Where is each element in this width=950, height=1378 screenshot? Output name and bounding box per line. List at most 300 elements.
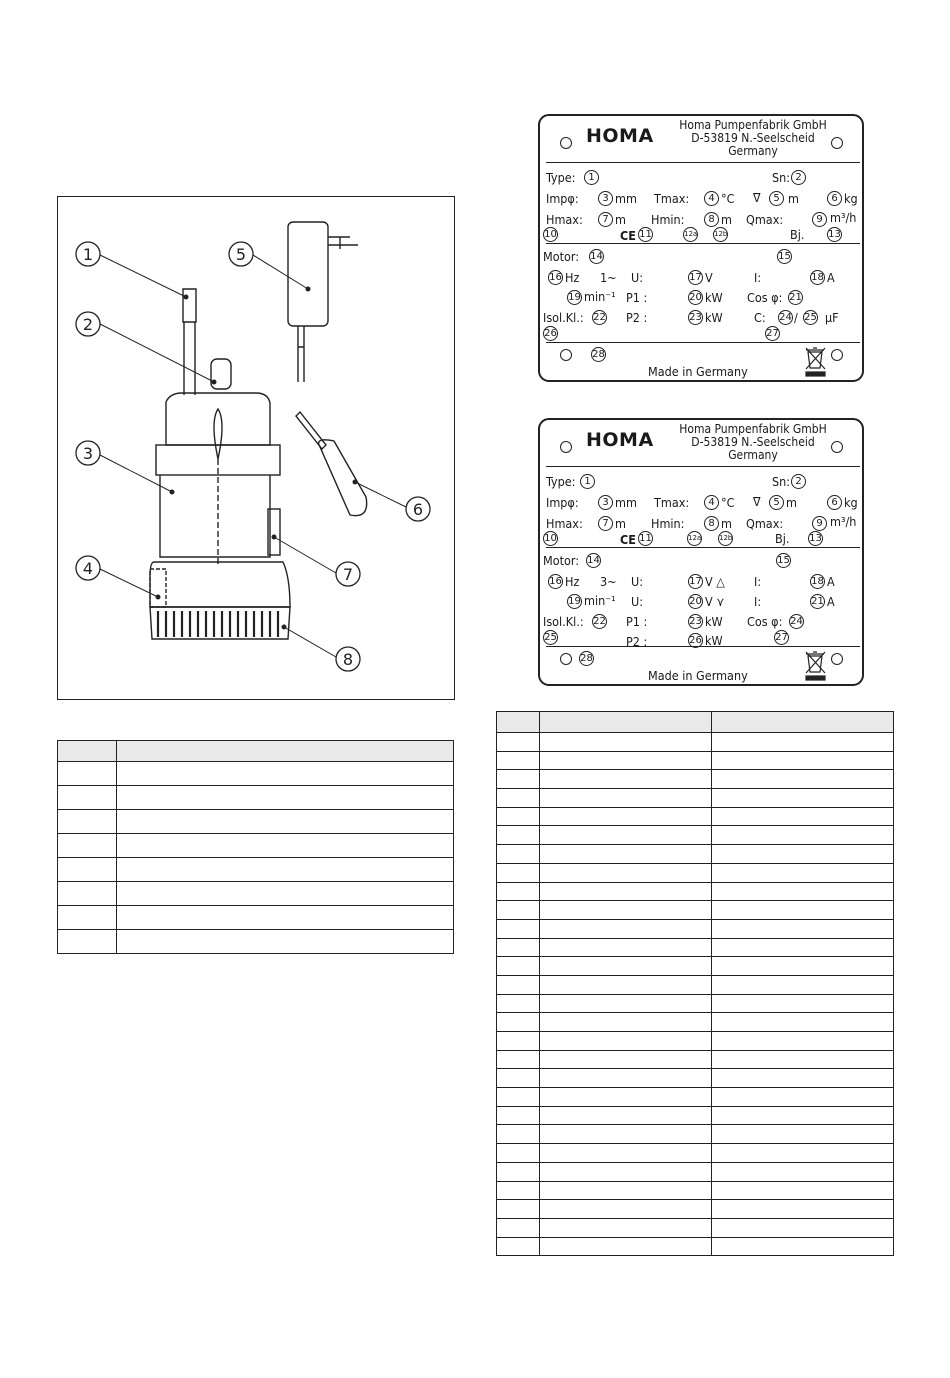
field-24: 24 — [790, 616, 803, 627]
mounting-hole — [560, 137, 572, 149]
ce-mark: CE — [620, 532, 636, 547]
field-24: 24 — [779, 312, 792, 323]
label-type: Type: — [546, 474, 576, 489]
label-imp: Impφ: — [546, 191, 579, 206]
table-row — [497, 1088, 894, 1107]
table-cell — [540, 1181, 712, 1200]
table-header — [497, 712, 894, 733]
field-6: 6 — [827, 191, 842, 206]
table-cell — [540, 1069, 712, 1088]
label-p1: P1 : — [626, 290, 648, 305]
table-cell — [58, 882, 117, 906]
field-17: 17 — [689, 272, 702, 283]
table-cell — [540, 1050, 712, 1069]
table-row — [497, 845, 894, 864]
table-cell — [540, 845, 712, 864]
table-cell — [58, 906, 117, 930]
unit-m: m — [788, 191, 799, 206]
table-row — [497, 863, 894, 882]
unit-a: A — [827, 594, 835, 609]
callout-4: 4 — [82, 559, 94, 578]
field-25: 25 — [544, 632, 557, 643]
unit-m3h: m³/h — [830, 514, 857, 529]
table-cell — [540, 919, 712, 938]
table-cell — [712, 1218, 894, 1237]
callout-6: 6 — [412, 500, 424, 519]
field-23: 23 — [689, 312, 702, 323]
table-cell — [540, 770, 712, 789]
field-11: 11 — [639, 533, 652, 544]
table-cell — [540, 901, 712, 920]
unit-hz: Hz — [565, 270, 580, 285]
table-cell — [712, 1032, 894, 1051]
table-row — [58, 762, 454, 786]
field-12b: 12b — [718, 531, 733, 546]
table-row — [58, 834, 454, 858]
field-21: 21 — [811, 596, 824, 607]
table-row — [497, 751, 894, 770]
field-14: 14 — [590, 251, 603, 262]
table-row — [497, 770, 894, 789]
field-23: 23 — [689, 616, 702, 627]
label-isol: Isol.Kl.: — [543, 310, 584, 325]
table-cell — [117, 930, 454, 954]
field-1: 1 — [584, 170, 599, 185]
unit-kg: kg — [844, 191, 858, 206]
table-row — [497, 975, 894, 994]
field-13: 13 — [809, 533, 822, 544]
mounting-hole — [560, 349, 572, 361]
homa-logo: HOMA — [586, 429, 654, 451]
cable — [184, 322, 195, 395]
table-row — [58, 930, 454, 954]
maker-line-2: D-53819 N.-Seelscheid — [691, 435, 815, 449]
field-19: 19 — [568, 596, 581, 607]
field-22: 22 — [593, 312, 606, 323]
field-2: 2 — [791, 170, 806, 185]
table-cell — [540, 1237, 712, 1256]
table-cell — [540, 1106, 712, 1125]
table-cell — [712, 994, 894, 1013]
pump-drawing — [58, 197, 456, 701]
unit-v-star: V ⋎ — [705, 594, 725, 609]
label-u: U: — [631, 594, 644, 609]
field-16: 16 — [549, 272, 562, 283]
table-cell — [497, 863, 540, 882]
mounting-hole — [831, 653, 843, 665]
table-row — [497, 733, 894, 752]
strainer-slots — [158, 611, 278, 637]
label-qmax: Qmax: — [746, 516, 784, 531]
table-row — [497, 994, 894, 1013]
table-cell — [117, 882, 454, 906]
table-cell — [497, 901, 540, 920]
label-p2: P2 : — [626, 634, 648, 649]
label-bj: Bj. — [775, 531, 790, 546]
table-cell — [712, 751, 894, 770]
table-row — [497, 1032, 894, 1051]
table-header — [58, 741, 454, 762]
field-4: 4 — [704, 495, 719, 510]
table-cell — [540, 863, 712, 882]
table-cell — [497, 751, 540, 770]
water-level-icon: ∇ — [753, 190, 761, 205]
field-22: 22 — [593, 616, 606, 627]
unit-m: m — [615, 212, 626, 227]
float-body — [319, 440, 367, 516]
unit-uf: μF — [825, 310, 839, 325]
field-27: 27 — [775, 632, 788, 643]
table-cell — [497, 975, 540, 994]
table-row — [58, 810, 454, 834]
maker-line-2: D-53819 N.-Seelscheid — [691, 131, 815, 145]
table-row — [497, 1050, 894, 1069]
label-tmax: Tmax: — [654, 191, 690, 206]
table-cell — [497, 733, 540, 752]
unit-kw: kW — [705, 290, 723, 305]
unit-degc: °C — [721, 495, 735, 510]
unit-min: min⁻¹ — [584, 593, 616, 608]
table-row — [497, 826, 894, 845]
table-cell — [712, 938, 894, 957]
field-7: 7 — [598, 516, 613, 531]
unit-a: A — [827, 270, 835, 285]
unit-v: V — [705, 270, 713, 285]
table-cell — [712, 919, 894, 938]
table-cell — [540, 975, 712, 994]
cable-plug — [183, 289, 196, 322]
table-cell — [540, 938, 712, 957]
unit-m: m — [721, 516, 732, 531]
motor-body — [160, 475, 270, 557]
label-qmax: Qmax: — [746, 212, 784, 227]
table-cell — [712, 789, 894, 808]
table-cell — [497, 826, 540, 845]
field-18: 18 — [811, 576, 824, 587]
table-row — [58, 858, 454, 882]
table-cell — [540, 807, 712, 826]
table-cell — [497, 994, 540, 1013]
unit-min: min⁻¹ — [584, 289, 616, 304]
field-15: 15 — [778, 251, 791, 262]
field-6: 6 — [827, 495, 842, 510]
table-cell — [58, 834, 117, 858]
table-row — [58, 906, 454, 930]
table-cell — [497, 938, 540, 957]
label-bj: Bj. — [790, 227, 805, 242]
label-motor: Motor: — [543, 249, 580, 264]
table-cell — [497, 1162, 540, 1181]
field-10: 10 — [544, 533, 557, 544]
label-i: I: — [754, 574, 762, 589]
table-cell — [497, 1069, 540, 1088]
label-sn: Sn: — [772, 170, 791, 185]
field-4: 4 — [704, 191, 719, 206]
table-row — [497, 938, 894, 957]
table-cell — [497, 1050, 540, 1069]
motor-top — [166, 393, 270, 445]
callout-7: 7 — [342, 565, 354, 584]
field-5: 5 — [769, 191, 784, 206]
table-cell — [712, 863, 894, 882]
table-cell — [712, 1050, 894, 1069]
plug-adapter — [288, 222, 328, 326]
ce-mark: CE — [620, 228, 636, 243]
table-cell — [712, 1013, 894, 1032]
table-cell — [712, 826, 894, 845]
table-cell — [712, 733, 894, 752]
table-cell — [497, 1218, 540, 1237]
table-cell — [497, 1106, 540, 1125]
table-cell — [712, 1088, 894, 1107]
table-cell — [497, 919, 540, 938]
table-cell — [712, 901, 894, 920]
table-row — [497, 807, 894, 826]
label-u: U: — [631, 270, 644, 285]
nameplate-single-phase — [538, 114, 864, 382]
table-cell — [712, 1200, 894, 1219]
table-cell — [497, 882, 540, 901]
label-i: I: — [754, 270, 762, 285]
mounting-hole — [560, 441, 572, 453]
label-isol: Isol.Kl.: — [543, 614, 584, 629]
maker-line-1: Homa Pumpenfabrik GmbH — [679, 422, 827, 436]
header-cell — [712, 712, 894, 733]
table-cell — [497, 845, 540, 864]
field-2: 2 — [791, 474, 806, 489]
callout-8: 8 — [342, 650, 354, 669]
made-in-germany: Made in Germany — [648, 364, 748, 379]
table-row — [58, 786, 454, 810]
unit-m: m — [615, 516, 626, 531]
table-cell — [117, 810, 454, 834]
table-cell — [497, 807, 540, 826]
table-cell — [540, 826, 712, 845]
table-cell — [540, 994, 712, 1013]
unit-v-delta: V △ — [705, 574, 725, 589]
unit-mm: mm — [615, 495, 637, 510]
table-cell — [58, 858, 117, 882]
unit-kg: kg — [844, 495, 858, 510]
table-cell — [540, 1088, 712, 1107]
field-3: 3 — [598, 495, 613, 510]
label-type: Type: — [546, 170, 576, 185]
table-cell — [497, 789, 540, 808]
field-8: 8 — [704, 516, 719, 531]
table-row — [497, 1144, 894, 1163]
header-cell — [497, 712, 540, 733]
table-cell — [497, 1088, 540, 1107]
field-20: 20 — [689, 596, 702, 607]
unit-a: A — [827, 574, 835, 589]
table-cell — [712, 1237, 894, 1256]
label-motor: Motor: — [543, 553, 580, 568]
unit-m: m — [721, 212, 732, 227]
table-cell — [712, 1162, 894, 1181]
table-cell — [497, 1144, 540, 1163]
mounting-hole — [831, 349, 843, 361]
label-tmax: Tmax: — [654, 495, 690, 510]
table-cell — [712, 770, 894, 789]
table-cell — [117, 906, 454, 930]
field-13: 13 — [828, 229, 841, 240]
table-cell — [540, 1218, 712, 1237]
homa-logo: HOMA — [586, 125, 654, 147]
table-cell — [58, 786, 117, 810]
table-row — [497, 1106, 894, 1125]
field-12a: 12a — [683, 227, 698, 242]
callout-2: 2 — [82, 315, 94, 334]
field-18: 18 — [811, 272, 824, 283]
table-cell — [497, 957, 540, 976]
unit-hz: Hz — [565, 574, 580, 589]
table-row — [497, 1181, 894, 1200]
field-12b: 12b — [713, 227, 728, 242]
table-cell — [117, 834, 454, 858]
table-row — [497, 1162, 894, 1181]
field-5: 5 — [769, 495, 784, 510]
motor-fin — [214, 409, 222, 459]
field-28: 28 — [592, 349, 605, 360]
label-hmin: Hmin: — [651, 212, 685, 227]
table-row — [497, 1237, 894, 1256]
nameplate-table — [496, 711, 894, 1256]
table-row — [497, 1125, 894, 1144]
field-10: 10 — [544, 229, 557, 240]
pump-figure — [57, 196, 455, 700]
table-row — [58, 882, 454, 906]
header-cell — [58, 741, 117, 762]
table-cell — [712, 845, 894, 864]
field-14: 14 — [587, 555, 600, 566]
weee-bin-icon — [804, 346, 828, 378]
field-26: 26 — [544, 328, 557, 339]
table-cell — [540, 1125, 712, 1144]
label-phase: 3~ — [600, 574, 617, 589]
table-cell — [58, 930, 117, 954]
table-cell — [497, 1200, 540, 1219]
table-row — [497, 1013, 894, 1032]
table-cell — [712, 957, 894, 976]
weee-bin-icon — [804, 650, 828, 682]
unit-degc: °C — [721, 191, 735, 206]
table-cell — [497, 1237, 540, 1256]
table-cell — [712, 807, 894, 826]
table-cell — [497, 1032, 540, 1051]
field-3: 3 — [598, 191, 613, 206]
table-cell — [497, 1013, 540, 1032]
field-1: 1 — [580, 474, 595, 489]
label-imp: Impφ: — [546, 495, 579, 510]
unit-mm: mm — [615, 191, 637, 206]
field-26: 26 — [689, 635, 702, 646]
table-cell — [712, 1125, 894, 1144]
label-c: C: — [754, 310, 766, 325]
field-12a: 12a — [687, 531, 702, 546]
table-cell — [540, 751, 712, 770]
made-in-germany: Made in Germany — [648, 668, 748, 683]
header-cell — [117, 741, 454, 762]
table-cell — [712, 1069, 894, 1088]
field-25: 25 — [804, 312, 817, 323]
table-cell — [540, 957, 712, 976]
unit-kw: kW — [705, 310, 723, 325]
callout-1: 1 — [82, 245, 94, 264]
table-cell — [497, 770, 540, 789]
unit-m3h: m³/h — [830, 210, 857, 225]
table-row — [497, 789, 894, 808]
table-cell — [540, 1013, 712, 1032]
table-cell — [712, 1144, 894, 1163]
table-cell — [712, 1181, 894, 1200]
field-21: 21 — [789, 292, 802, 303]
unit-kw: kW — [705, 614, 723, 629]
maker-line-3: Germany — [728, 448, 778, 462]
table-row — [497, 1218, 894, 1237]
field-9: 9 — [812, 516, 827, 531]
table-cell — [540, 1144, 712, 1163]
table-cell — [117, 762, 454, 786]
table-cell — [712, 882, 894, 901]
table-cell — [497, 1181, 540, 1200]
table-cell — [712, 1106, 894, 1125]
table-cell — [117, 786, 454, 810]
field-27: 27 — [766, 328, 779, 339]
label-hmax: Hmax: — [546, 516, 583, 531]
table-cell — [712, 975, 894, 994]
table-row — [497, 882, 894, 901]
water-level-icon: ∇ — [753, 494, 761, 509]
table-row — [497, 901, 894, 920]
label-p2: P2 : — [626, 310, 648, 325]
label-u: U: — [631, 574, 644, 589]
label-hmin: Hmin: — [651, 516, 685, 531]
field-11: 11 — [639, 229, 652, 240]
field-8: 8 — [704, 212, 719, 227]
mounting-hole — [560, 653, 572, 665]
float-cable — [296, 412, 326, 449]
field-28: 28 — [580, 653, 593, 664]
maker-line-3: Germany — [728, 144, 778, 158]
table-row — [497, 1069, 894, 1088]
field-9: 9 — [812, 212, 827, 227]
field-17: 17 — [689, 576, 702, 587]
table-cell — [540, 1032, 712, 1051]
header-cell — [540, 712, 712, 733]
table-cell — [540, 733, 712, 752]
table-cell — [540, 1200, 712, 1219]
pump-base — [150, 562, 290, 607]
label-cos-phi: Cos φ: — [747, 290, 783, 305]
maker-line-1: Homa Pumpenfabrik GmbH — [679, 118, 827, 132]
field-15: 15 — [777, 555, 790, 566]
label-sn: Sn: — [772, 474, 791, 489]
table-row — [497, 919, 894, 938]
label-phase: 1~ — [600, 270, 617, 285]
field-7: 7 — [598, 212, 613, 227]
unit-m: m — [786, 495, 797, 510]
label-i: I: — [754, 594, 762, 609]
slash: / — [794, 310, 798, 325]
label-hmax: Hmax: — [546, 212, 583, 227]
nameplate-three-phase — [538, 418, 864, 686]
field-20: 20 — [689, 292, 702, 303]
table-cell — [117, 858, 454, 882]
table-cell — [58, 762, 117, 786]
table-cell — [540, 1162, 712, 1181]
table-cell — [497, 1125, 540, 1144]
table-cell — [540, 882, 712, 901]
